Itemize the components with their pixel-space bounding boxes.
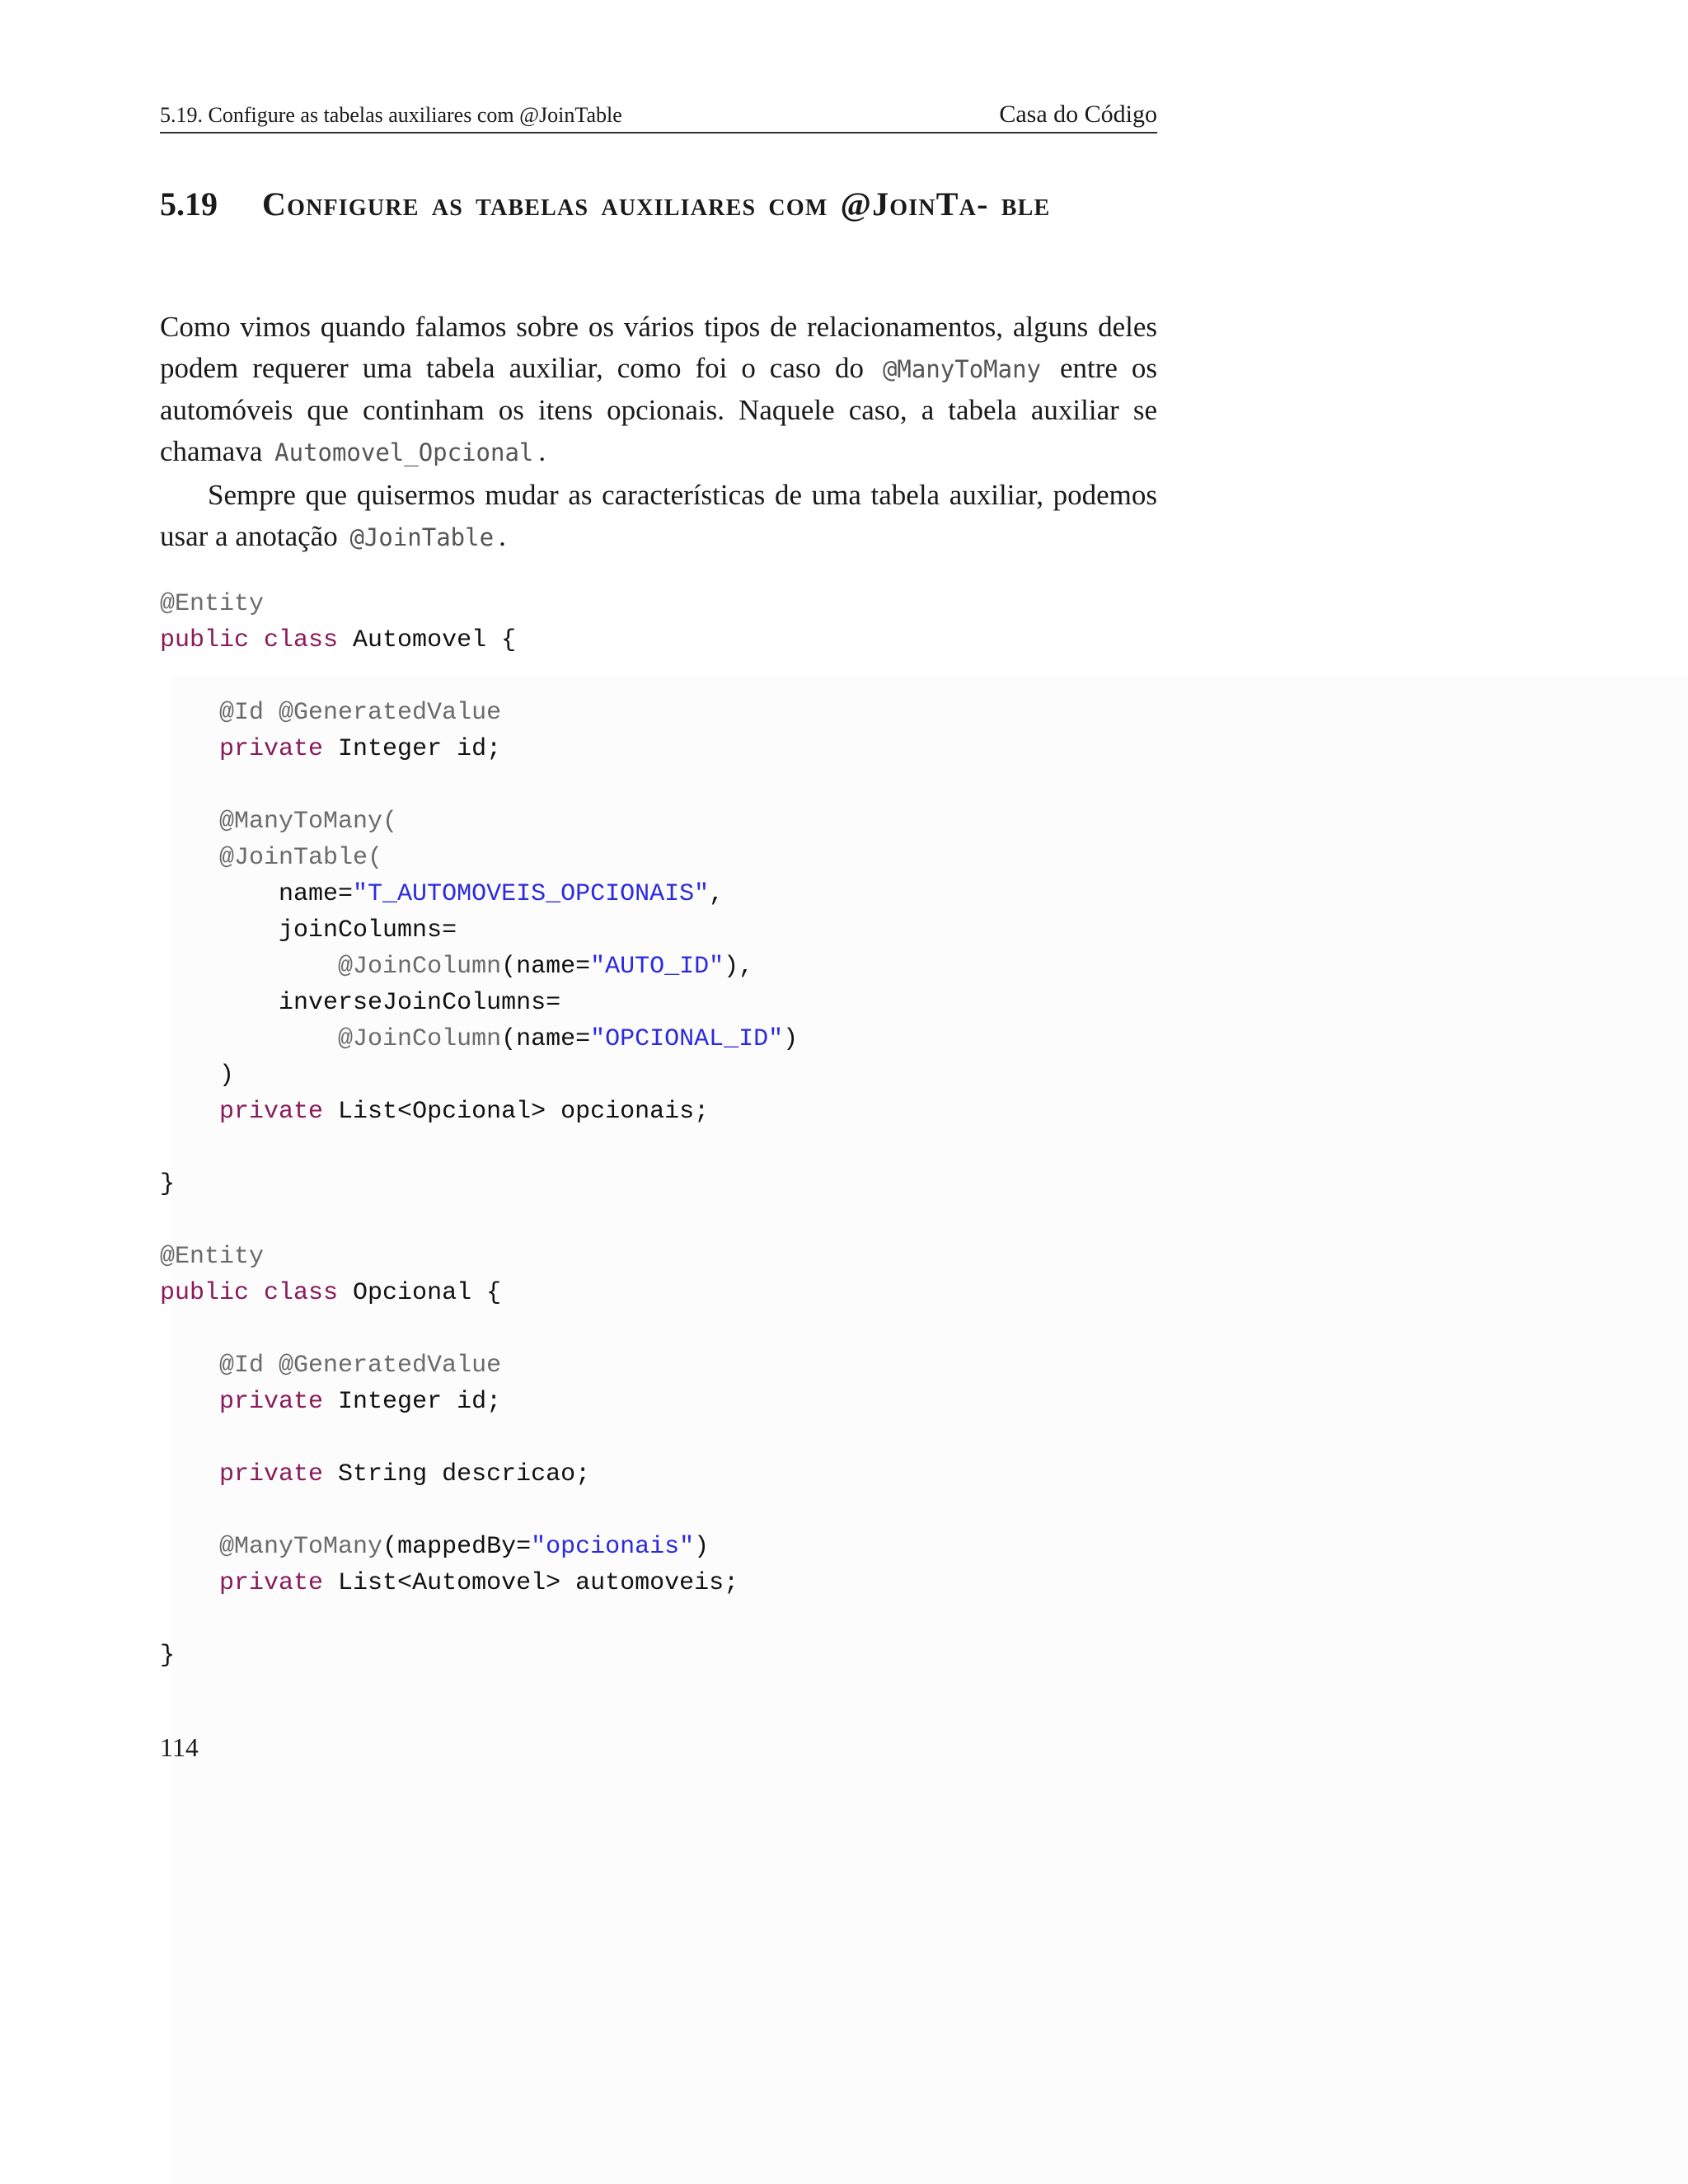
code-annotation: @JoinColumn <box>338 1025 502 1053</box>
code-text: } <box>160 1642 176 1670</box>
code-text: ) <box>219 1062 235 1090</box>
code-string: "OPCIONAL_ID" <box>590 1025 784 1053</box>
page-number: 114 <box>160 1732 199 1762</box>
body-paragraph <box>160 475 1157 558</box>
code-text: joinColumns= <box>279 916 457 944</box>
code-annotation: @JoinColumn <box>338 953 502 981</box>
code-text: Integer id; <box>323 735 502 763</box>
section-number: 5.19 <box>160 185 218 223</box>
code-string: "AUTO_ID" <box>590 953 724 981</box>
paragraph-text: . <box>538 435 546 467</box>
code-text: Automovel { <box>338 626 517 654</box>
code-annotation: @Id @GeneratedValue <box>219 699 502 727</box>
code-text: (mappedBy= <box>382 1533 532 1561</box>
code-string: "opcionais" <box>531 1533 695 1561</box>
paragraph-text: entre os automóveis que continham os itens opcionais. Naquele caso, a tabela auxiliar se chamava <box>160 352 1158 467</box>
code-keyword: private <box>219 1098 324 1126</box>
header-publisher: Casa do Código <box>999 101 1157 128</box>
paragraph-text: Sempre que quisermos mudar as características de uma tabela auxiliar, podemos usar a anotação <box>160 479 1157 552</box>
code-keyword: public class <box>160 1279 339 1307</box>
inline-code: @JoinTable <box>349 523 495 551</box>
paragraph-text: . <box>499 520 506 552</box>
code-keyword: private <box>219 1569 324 1597</box>
code-text: name= <box>279 880 354 908</box>
code-annotation: @Entity <box>160 590 265 618</box>
code-annotation: @Id @GeneratedValue <box>219 1352 502 1380</box>
code-text: (name= <box>501 1025 591 1053</box>
code-annotation: @JoinTable( <box>219 844 383 872</box>
code-text: (name= <box>501 953 591 981</box>
running-header <box>160 101 1157 134</box>
code-text: List<Opcional> opcionais; <box>323 1098 710 1126</box>
code-annotation: @ManyToMany( <box>219 808 398 836</box>
code-text: ) <box>694 1533 710 1561</box>
code-annotation: @ManyToMany <box>219 1533 383 1561</box>
code-text: Opcional { <box>338 1279 502 1307</box>
code-text: inverseJoinColumns= <box>279 989 561 1017</box>
code-text: String descricao; <box>323 1460 591 1488</box>
code-text: } <box>160 1170 176 1198</box>
code-keyword: private <box>219 1460 324 1488</box>
code-keyword: private <box>219 1388 324 1416</box>
code-text: Integer id; <box>323 1388 502 1416</box>
code-keyword: public class <box>160 626 339 654</box>
code-string: "T_AUTOMOVEIS_OPCIONAIS" <box>353 880 710 908</box>
body-paragraph <box>160 307 1157 473</box>
inline-code: @ManyToMany <box>882 355 1041 383</box>
code-text: , <box>709 880 724 908</box>
inline-code: Automovel_Opcional <box>274 438 534 466</box>
header-section-title: 5.19. Configure as tabelas auxiliares com @JoinTable <box>160 103 622 127</box>
code-annotation: @Entity <box>160 1243 265 1271</box>
code-listing <box>160 586 798 1674</box>
code-text: ) <box>783 1025 799 1053</box>
section-title: Configure as tabelas auxiliares com @JoinTa- ble <box>262 185 1051 223</box>
paragraph-text: Como vimos quando falamos sobre os vários tipos de relacionamentos, alguns deles podem requerer uma tabela auxiliar, como foi o caso do <box>160 311 1157 384</box>
code-text: List<Automovel> automoveis; <box>323 1569 739 1597</box>
code-text: ), <box>724 953 754 981</box>
code-keyword: private <box>219 735 324 763</box>
